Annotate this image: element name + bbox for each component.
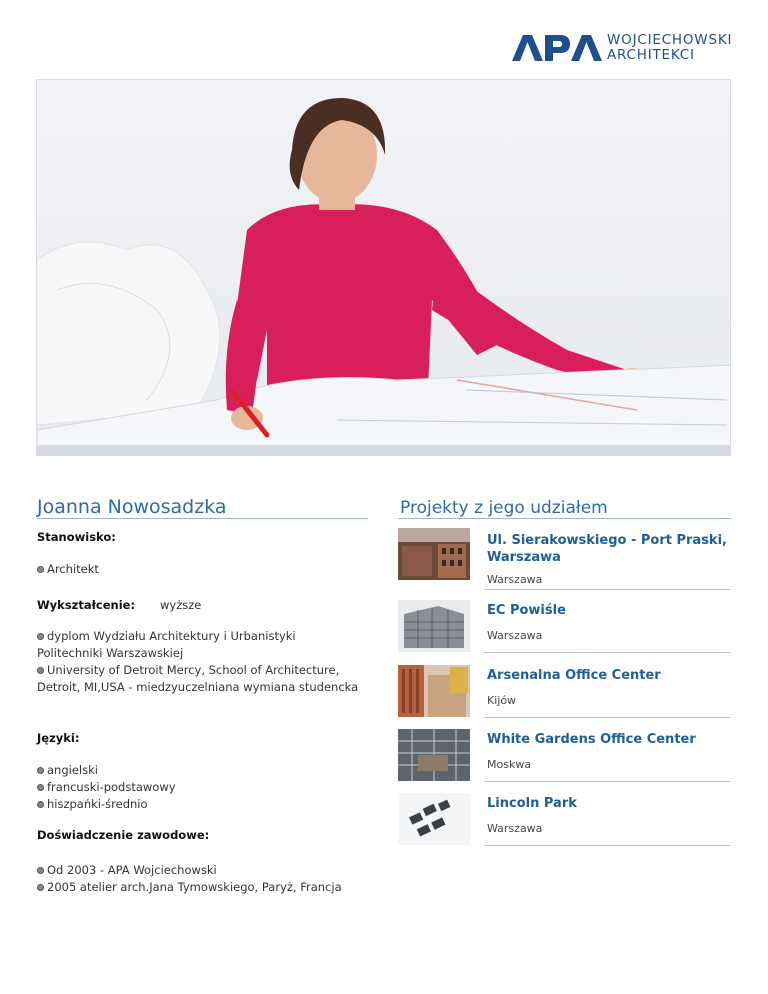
person-name: Joanna Nowosadzka [37,496,227,518]
building-thumbnail-icon [398,528,470,580]
project-thumbnail[interactable] [398,729,470,781]
project-city: Warszawa [487,573,543,586]
project-item-lincoln-park[interactable] [398,793,731,857]
project-name-link[interactable]: Ul. Sierakowskiego - Port Praski, Warszawa [487,533,727,565]
education-level: wyższe [160,598,202,612]
bullet-icon [37,884,44,891]
project-name-link[interactable]: Arsenalna Office Center [487,668,661,683]
project-city: Kijów [487,694,517,707]
bullet-icon [37,566,44,573]
list-item: Od 2003 - APA Wojciechowski [37,862,362,879]
education-list [37,628,362,696]
project-item-arsenalna[interactable] [398,665,731,729]
projects-heading: Projekty z jego udziałem [400,498,608,518]
logo-line-2: ARCHITEKCI [607,47,695,63]
position-label: Stanowisko: [37,530,116,544]
project-divider [484,589,731,590]
list-item: dyplom Wydziału Architektury i Urbanistyki Politechniki Warszawskiej [37,629,296,660]
project-thumbnail[interactable] [398,793,470,845]
project-city: Warszawa [487,822,543,835]
bullet-icon [37,867,44,874]
languages-label: Języki: [37,731,80,745]
project-item-ec-powisle[interactable] [398,600,731,664]
list-item: hiszpańki-średnio [37,796,362,813]
list-item: Architekt [37,561,362,578]
bullet-icon [37,633,44,640]
building-thumbnail-icon [398,600,470,652]
list-item: angielski [37,762,362,779]
logo-line-1: WOJCIECHOWSKI [607,32,733,48]
project-divider [484,717,731,718]
bullet-icon [37,767,44,774]
building-thumbnail-icon [398,665,470,717]
project-name-link[interactable]: Lincoln Park [487,796,577,811]
project-city: Moskwa [487,758,532,771]
building-thumbnail-icon [398,729,470,781]
name-divider [37,518,368,519]
logo-wordmark [607,33,732,63]
project-divider [484,845,731,846]
project-thumbnail[interactable] [398,665,470,717]
education-label: Wykształcenie: [37,598,136,612]
project-divider [484,652,731,653]
languages-list [37,762,362,813]
bullet-icon [37,667,44,674]
project-city: Warszawa [487,629,543,642]
position-list [37,561,362,578]
experience-label: Doświadczenie zawodowe: [37,828,210,842]
list-item: 2005 atelier arch.Jana Tymowskiego, Paryż, Francja [37,879,362,896]
bullet-icon [37,784,44,791]
project-item-white-gardens[interactable] [398,729,731,793]
project-thumbnail[interactable] [398,600,470,652]
bullet-icon [37,801,44,808]
list-item: University of Detroit Mercy, School of Architecture, Detroit, MI,USA - miedzyuczelniana wymiana studencka [37,663,359,694]
portrait-illustration [37,80,731,456]
experience-list [37,862,362,896]
project-name-link[interactable]: White Gardens Office Center [487,732,696,747]
project-item-sierakowskiego[interactable] [398,528,731,590]
portrait-photo [36,79,731,456]
projects-divider [398,518,731,519]
building-thumbnail-icon [398,793,470,845]
project-divider [484,781,731,782]
apa-logo-mark [512,35,602,61]
project-name-link[interactable]: EC Powiśle [487,603,566,618]
project-thumbnail[interactable] [398,528,470,580]
list-item: francuski-podstawowy [37,779,362,796]
company-logo[interactable] [512,33,737,63]
